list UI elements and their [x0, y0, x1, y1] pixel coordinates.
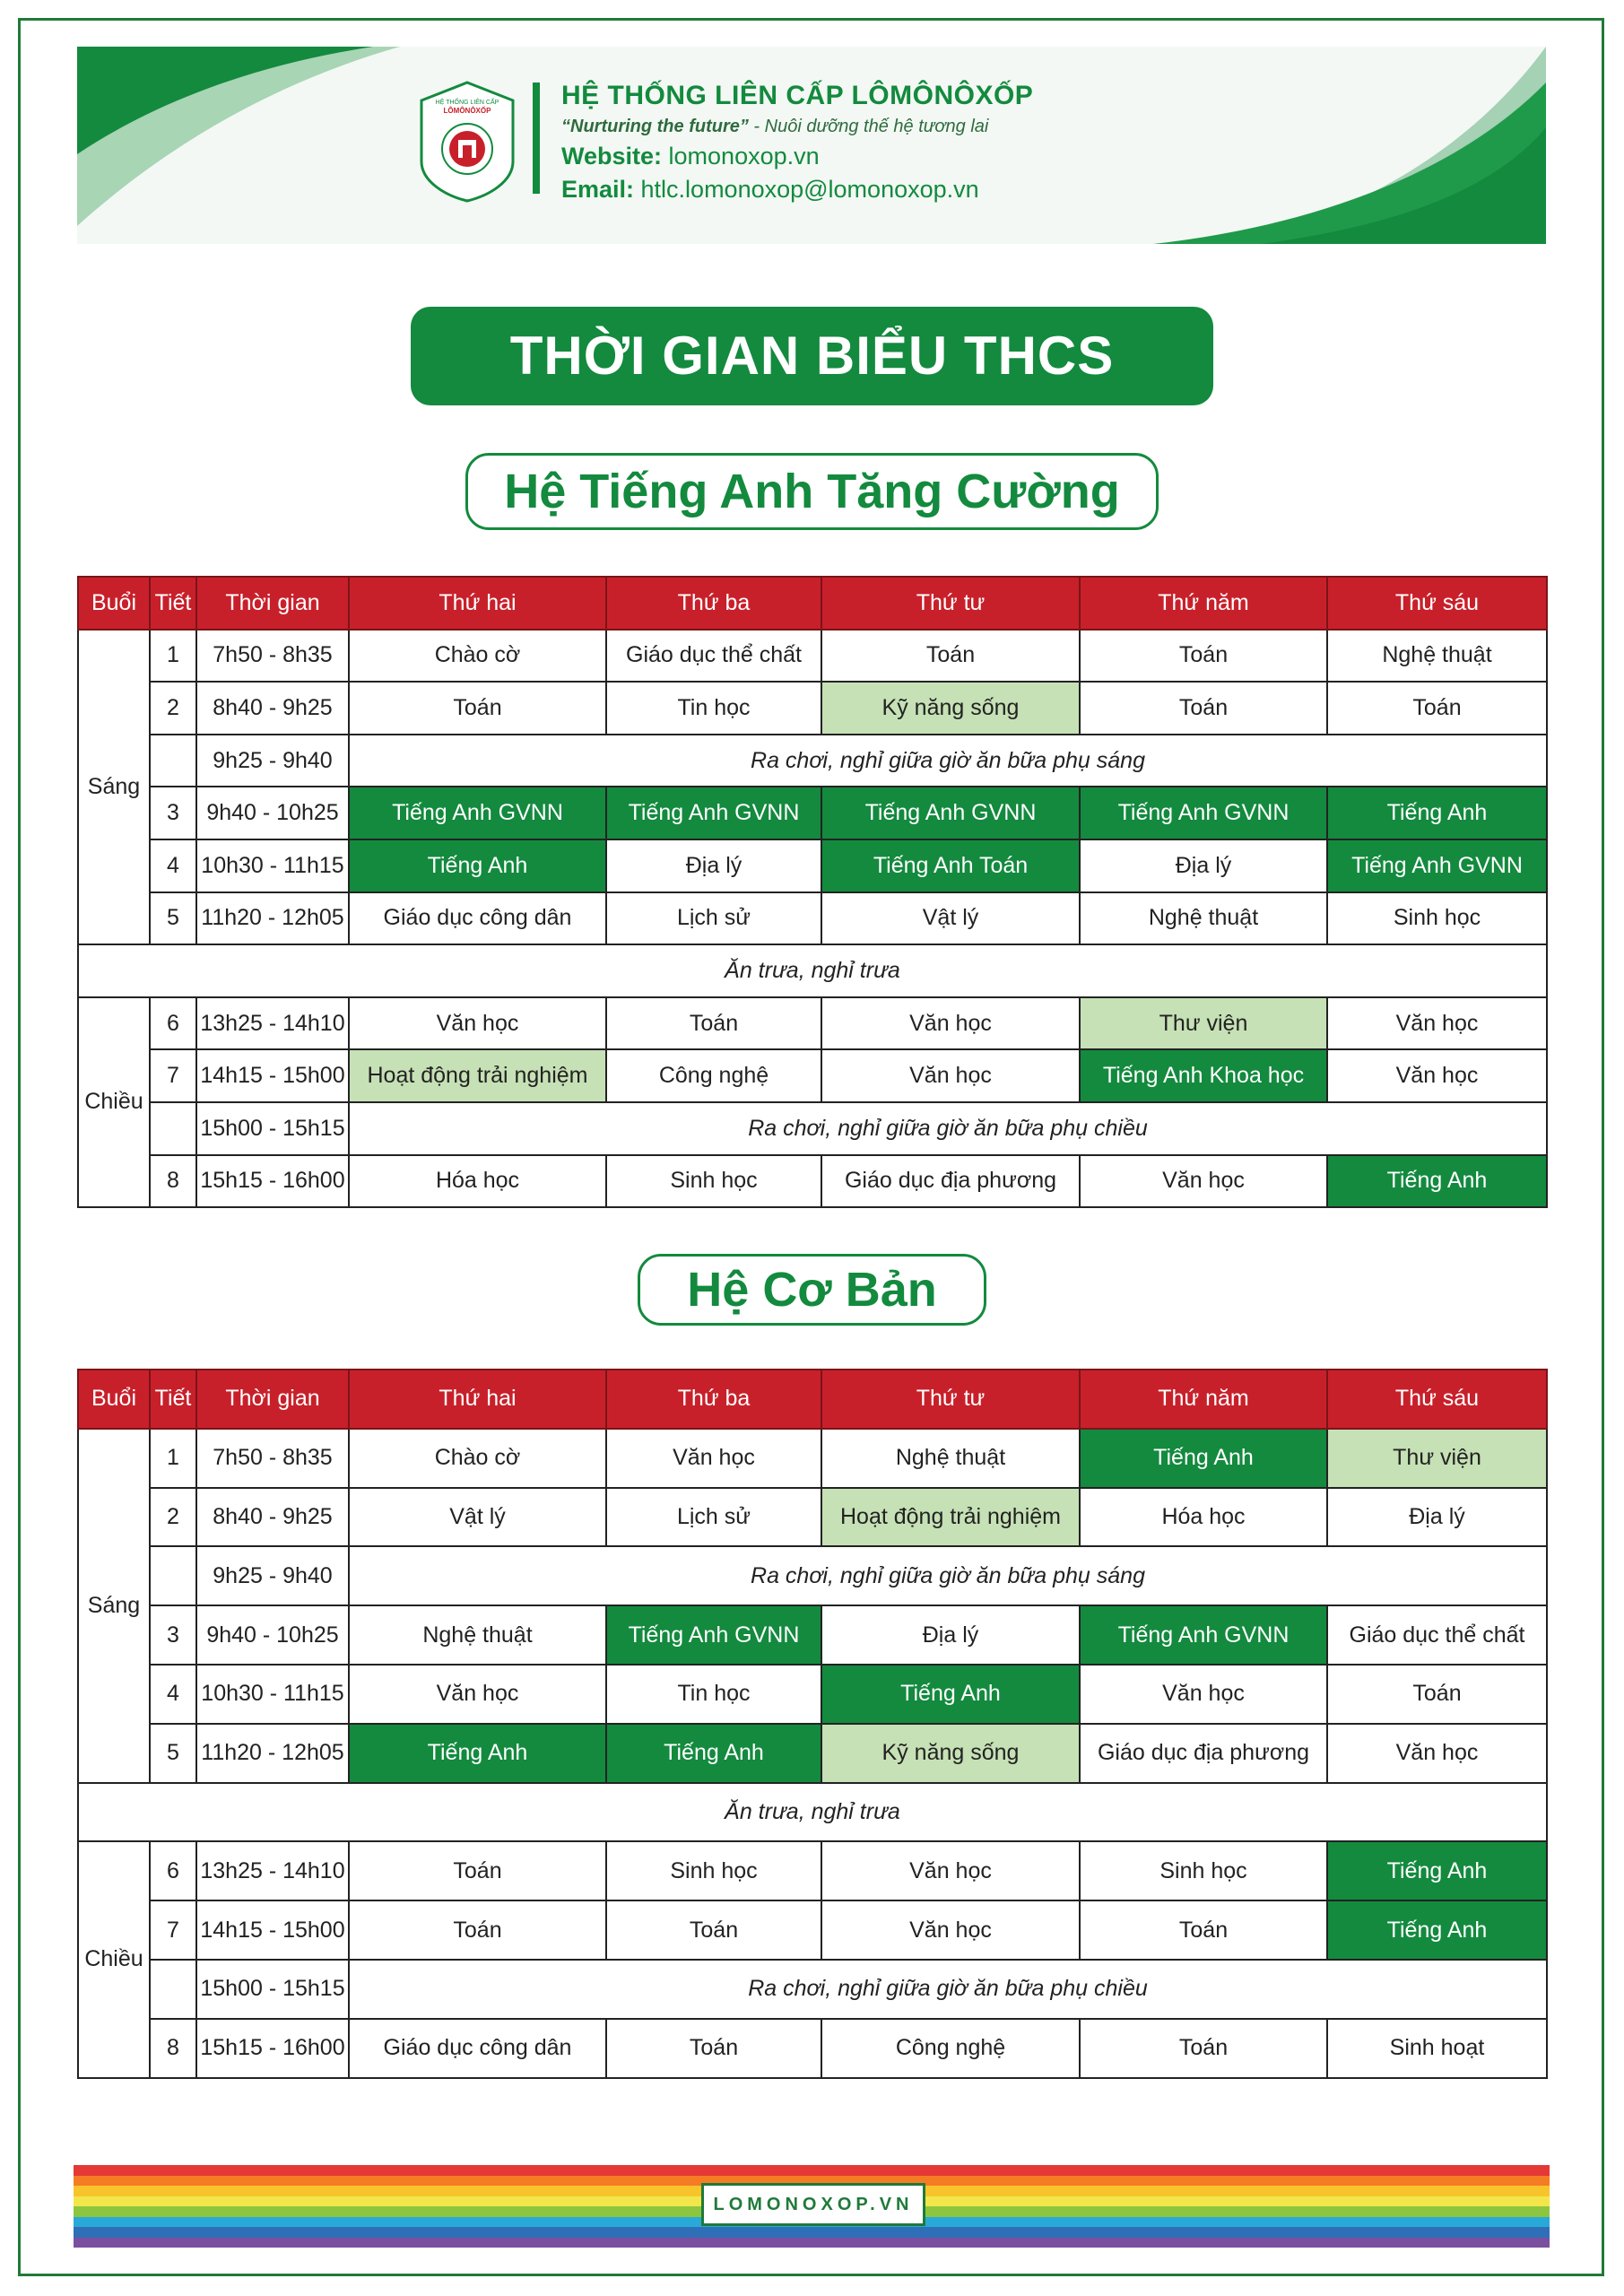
subject-cell: Nghệ thuật	[821, 1429, 1080, 1488]
break-note: Ra chơi, nghỉ giữa giờ ăn bữa phụ chiều	[349, 1102, 1547, 1155]
timetable-basic	[77, 1369, 1548, 2079]
table-row	[78, 735, 1547, 787]
period-cell: 1	[150, 1429, 196, 1488]
subject-cell: Tiếng Anh	[1327, 787, 1547, 839]
column-header: Buổi	[78, 1370, 150, 1429]
subject-cell: Sinh hoạt	[1327, 2019, 1547, 2078]
subject-cell: Sinh học	[606, 1155, 821, 1208]
subject-cell: Công nghệ	[606, 1049, 821, 1102]
break-note: Ra chơi, nghỉ giữa giờ ăn bữa phụ sáng	[349, 735, 1547, 787]
table-row	[78, 1900, 1547, 1960]
period-cell: 4	[150, 1665, 196, 1724]
period-cell	[150, 735, 196, 787]
subject-cell: Văn học	[349, 1665, 606, 1724]
subject-cell: Thư viện	[1327, 1429, 1547, 1488]
column-header: Thứ hai	[349, 1370, 606, 1429]
subject-cell: Toán	[1080, 630, 1327, 683]
subject-cell: Tiếng Anh	[1327, 1155, 1547, 1208]
email-label: Email:	[561, 176, 635, 203]
subject-cell: Nghệ thuật	[1080, 892, 1327, 945]
subject-cell: Địa lý	[606, 839, 821, 892]
time-cell: 9h25 - 9h40	[196, 735, 349, 787]
subject-cell: Toán	[1327, 682, 1547, 735]
subject-cell: Tiếng Anh Khoa học	[1080, 1049, 1327, 1102]
subject-cell: Hoạt động trải nghiệm	[821, 1488, 1080, 1547]
subject-cell: Toán	[1327, 1665, 1547, 1724]
subject-cell: Tiếng Anh GVNN	[606, 1605, 821, 1665]
column-header: Thứ sáu	[1327, 1370, 1547, 1429]
lunch-note: Ăn trưa, nghỉ trưa	[78, 944, 1547, 997]
time-cell: 10h30 - 11h15	[196, 1665, 349, 1724]
time-cell: 15h15 - 16h00	[196, 2019, 349, 2078]
header-text	[561, 81, 1033, 204]
subject-cell: Văn học	[606, 1429, 821, 1488]
school-logo-icon	[418, 81, 517, 203]
table-row	[78, 1102, 1547, 1155]
subject-cell: Giáo dục địa phương	[821, 1155, 1080, 1208]
table-row	[78, 1665, 1547, 1724]
subject-cell: Sinh học	[1327, 892, 1547, 945]
subject-cell: Văn học	[821, 1049, 1080, 1102]
subject-cell: Hóa học	[1080, 1488, 1327, 1547]
time-cell: 11h20 - 12h05	[196, 892, 349, 945]
table-header-row	[78, 577, 1547, 630]
logo-text-top: HỆ THỐNG LIÊN CẤP	[435, 100, 499, 106]
subject-cell: Sinh học	[606, 1841, 821, 1900]
subject-cell: Tiếng Anh	[349, 839, 606, 892]
time-cell: 7h50 - 8h35	[196, 1429, 349, 1488]
subject-cell: Văn học	[821, 1841, 1080, 1900]
subject-cell: Giáo dục thể chất	[1327, 1605, 1547, 1665]
subject-cell: Văn học	[1327, 1724, 1547, 1783]
school-name: HỆ THỐNG LIÊN CẤP LÔMÔNÔXỐP	[561, 81, 1034, 110]
period-cell: 2	[150, 1488, 196, 1547]
table-row	[78, 2019, 1547, 2078]
subject-cell: Tiếng Anh	[821, 1665, 1080, 1724]
break-note: Ra chơi, nghỉ giữa giờ ăn bữa phụ sáng	[349, 1546, 1547, 1605]
table-row	[78, 1049, 1547, 1102]
website-link[interactable]: lomonoxop.vn	[662, 143, 820, 170]
subject-cell: Nghệ thuật	[1327, 630, 1547, 683]
period-cell: 5	[150, 1724, 196, 1783]
period-cell: 2	[150, 682, 196, 735]
header-divider	[533, 83, 540, 194]
time-cell: 15h00 - 15h15	[196, 1102, 349, 1155]
header-banner	[77, 47, 1546, 244]
time-cell: 11h20 - 12h05	[196, 1724, 349, 1783]
email-link[interactable]: htlc.lomonoxop@lomonoxop.vn	[634, 176, 979, 203]
period-cell: 6	[150, 1841, 196, 1900]
logo-text-name: LÔMÔNÔXỐP	[443, 107, 491, 115]
subject-cell: Văn học	[821, 997, 1080, 1050]
column-header: Thứ sáu	[1327, 577, 1547, 630]
subject-cell: Giáo dục địa phương	[1080, 1724, 1327, 1783]
column-header: Thứ năm	[1080, 577, 1327, 630]
table1-title: Hệ Tiếng Anh Tăng Cường	[465, 453, 1159, 530]
subject-cell: Giáo dục công dân	[349, 892, 606, 945]
column-header: Thứ tư	[821, 577, 1080, 630]
subject-cell: Toán	[821, 630, 1080, 683]
table-row	[78, 1605, 1547, 1665]
subject-cell: Hóa học	[349, 1155, 606, 1208]
table-row	[78, 682, 1547, 735]
subject-cell: Giáo dục thể chất	[606, 630, 821, 683]
subject-cell: Công nghệ	[821, 2019, 1080, 2078]
subject-cell: Văn học	[349, 997, 606, 1050]
lunch-row	[78, 1783, 1547, 1842]
subject-cell: Tiếng Anh GVNN	[1327, 839, 1547, 892]
column-header: Thứ ba	[606, 1370, 821, 1429]
website-label: Website:	[561, 143, 663, 170]
subject-cell: Toán	[349, 1900, 606, 1960]
period-cell: 1	[150, 630, 196, 683]
subject-cell: Giáo dục công dân	[349, 2019, 606, 2078]
subject-cell: Toán	[349, 682, 606, 735]
table-row	[78, 1960, 1547, 2019]
period-cell: 4	[150, 839, 196, 892]
website-line	[561, 143, 1033, 170]
subject-cell: Chào cờ	[349, 1429, 606, 1488]
lunch-note: Ăn trưa, nghỉ trưa	[78, 1783, 1547, 1842]
slogan-vi: - Nuôi dưỡng thế hệ tương lai	[748, 117, 989, 136]
subject-cell: Địa lý	[821, 1605, 1080, 1665]
subject-cell: Sinh học	[1080, 1841, 1327, 1900]
subject-cell: Kỹ năng sống	[821, 682, 1080, 735]
subject-cell: Toán	[1080, 2019, 1327, 2078]
page-title: THỜI GIAN BIỂU THCS	[411, 307, 1213, 405]
subject-cell: Văn học	[1327, 997, 1547, 1050]
time-cell: 13h25 - 14h10	[196, 997, 349, 1050]
time-cell: 14h15 - 15h00	[196, 1900, 349, 1960]
lunch-row	[78, 944, 1547, 997]
time-cell: 10h30 - 11h15	[196, 839, 349, 892]
column-header: Buổi	[78, 577, 150, 630]
subject-cell: Địa lý	[1080, 839, 1327, 892]
period-cell: 7	[150, 1900, 196, 1960]
time-cell: 15h00 - 15h15	[196, 1960, 349, 2019]
time-cell: 15h15 - 16h00	[196, 1155, 349, 1208]
subject-cell: Nghệ thuật	[349, 1605, 606, 1665]
time-cell: 8h40 - 9h25	[196, 1488, 349, 1547]
subject-cell: Tiếng Anh GVNN	[1080, 1605, 1327, 1665]
period-cell: 8	[150, 2019, 196, 2078]
table-row	[78, 892, 1547, 945]
table-row	[78, 1155, 1547, 1208]
subject-cell: Toán	[1080, 682, 1327, 735]
period-cell: 8	[150, 1155, 196, 1208]
subject-cell: Vật lý	[349, 1488, 606, 1547]
table-row	[78, 1429, 1547, 1488]
table-row	[78, 1724, 1547, 1783]
period-cell: 3	[150, 787, 196, 839]
subject-cell: Toán	[349, 1841, 606, 1900]
slogan	[561, 117, 1033, 137]
column-header: Thời gian	[196, 577, 349, 630]
subject-cell: Lịch sử	[606, 892, 821, 945]
session-label: Chiều	[78, 1841, 150, 2077]
table-row	[78, 630, 1547, 683]
time-cell: 7h50 - 8h35	[196, 630, 349, 683]
subject-cell: Tiếng Anh	[1327, 1900, 1547, 1960]
column-header: Thứ ba	[606, 577, 821, 630]
time-cell: 9h40 - 10h25	[196, 1605, 349, 1665]
subject-cell: Chào cờ	[349, 630, 606, 683]
column-header: Thứ tư	[821, 1370, 1080, 1429]
period-cell	[150, 1546, 196, 1605]
subject-cell: Tiếng Anh GVNN	[606, 787, 821, 839]
subject-cell: Tiếng Anh	[606, 1724, 821, 1783]
footer-logo: LOMONOXOP.VN	[701, 2183, 925, 2226]
column-header: Tiết	[150, 577, 196, 630]
table-row	[78, 997, 1547, 1050]
column-header: Tiết	[150, 1370, 196, 1429]
subject-cell: Tiếng Anh GVNN	[821, 787, 1080, 839]
subject-cell: Tin học	[606, 682, 821, 735]
subject-cell: Văn học	[1327, 1049, 1547, 1102]
subject-cell: Văn học	[1080, 1665, 1327, 1724]
subject-cell: Tiếng Anh GVNN	[349, 787, 606, 839]
session-label: Sáng	[78, 630, 150, 945]
break-note: Ra chơi, nghỉ giữa giờ ăn bữa phụ chiều	[349, 1960, 1547, 2019]
subject-cell: Tiếng Anh Toán	[821, 839, 1080, 892]
session-label: Chiều	[78, 997, 150, 1207]
subject-cell: Toán	[606, 2019, 821, 2078]
table2-title: Hệ Cơ Bản	[638, 1254, 986, 1326]
period-cell: 3	[150, 1605, 196, 1665]
subject-cell: Thư viện	[1080, 997, 1327, 1050]
table-row	[78, 787, 1547, 839]
time-cell: 8h40 - 9h25	[196, 682, 349, 735]
time-cell: 9h40 - 10h25	[196, 787, 349, 839]
subject-cell: Tiếng Anh	[349, 1724, 606, 1783]
period-cell: 5	[150, 892, 196, 945]
time-cell: 14h15 - 15h00	[196, 1049, 349, 1102]
email-line	[561, 176, 1033, 204]
subject-cell: Toán	[1080, 1900, 1327, 1960]
session-label: Sáng	[78, 1429, 150, 1783]
timetable-enhanced-english	[77, 576, 1548, 1208]
subject-cell: Tiếng Anh	[1327, 1841, 1547, 1900]
period-cell: 7	[150, 1049, 196, 1102]
subject-cell: Văn học	[1080, 1155, 1327, 1208]
table-row	[78, 1841, 1547, 1900]
subject-cell: Tin học	[606, 1665, 821, 1724]
column-header: Thứ năm	[1080, 1370, 1327, 1429]
time-cell: 9h25 - 9h40	[196, 1546, 349, 1605]
subject-cell: Tiếng Anh	[1080, 1429, 1327, 1488]
subject-cell: Kỹ năng sống	[821, 1724, 1080, 1783]
subject-cell: Lịch sử	[606, 1488, 821, 1547]
subject-cell: Toán	[606, 1900, 821, 1960]
subject-cell: Vật lý	[821, 892, 1080, 945]
period-cell	[150, 1960, 196, 2019]
table-row	[78, 839, 1547, 892]
table-row	[78, 1546, 1547, 1605]
subject-cell: Toán	[606, 997, 821, 1050]
period-cell	[150, 1102, 196, 1155]
table-header-row	[78, 1370, 1547, 1429]
subject-cell: Tiếng Anh GVNN	[1080, 787, 1327, 839]
subject-cell: Địa lý	[1327, 1488, 1547, 1547]
table-row	[78, 1488, 1547, 1547]
subject-cell: Văn học	[821, 1900, 1080, 1960]
subject-cell: Hoạt động trải nghiệm	[349, 1049, 606, 1102]
column-header: Thời gian	[196, 1370, 349, 1429]
slogan-en: “Nurturing the future”	[561, 117, 749, 136]
period-cell: 6	[150, 997, 196, 1050]
column-header: Thứ hai	[349, 577, 606, 630]
time-cell: 13h25 - 14h10	[196, 1841, 349, 1900]
